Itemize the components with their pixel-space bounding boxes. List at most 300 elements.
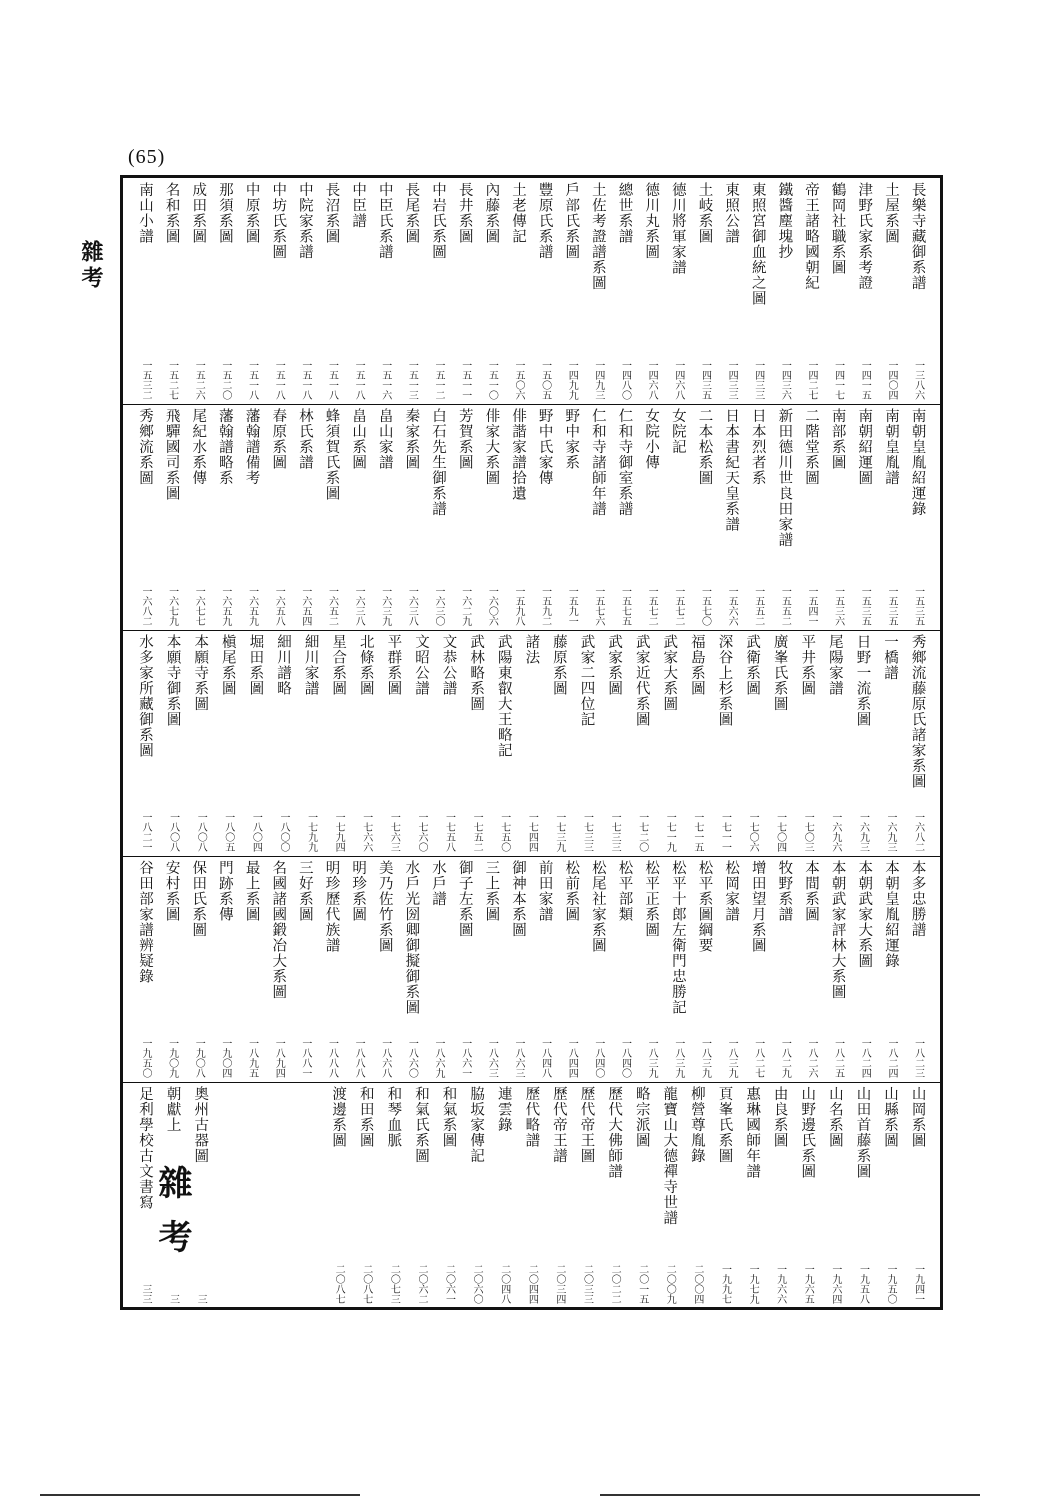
index-entry: [426, 408, 450, 626]
index-entry: [685, 634, 709, 852]
entry-page-number: 一六五八: [273, 586, 285, 626]
entry-title: 水戶譜: [430, 860, 447, 907]
entry-page-number: 一八三九: [699, 1038, 711, 1078]
entry-title: 藩翰譜略系: [216, 408, 233, 486]
entry-title: 仁和寺御室系譜: [616, 408, 633, 517]
index-entry: [160, 182, 184, 400]
entry-page-number: 一八三九: [672, 1038, 684, 1078]
entry-page-number: 一五五二: [752, 586, 764, 626]
entry-page-number: 一四二七: [806, 360, 818, 400]
index-entry: [826, 408, 850, 626]
entry-title: 土屋系圖: [882, 182, 899, 244]
entry-page-number: 一五一二: [433, 360, 445, 400]
entry-page-number: 一八二六: [806, 1038, 818, 1078]
index-entry: [240, 408, 264, 626]
index-entry: [266, 860, 290, 1078]
entry-page-number: 一五一六: [379, 360, 391, 400]
index-entry: [426, 182, 450, 400]
index-entry: [464, 634, 488, 852]
index-entry: [266, 182, 290, 400]
entry-page-number: 一五三六: [832, 586, 844, 626]
entry-page-number: 二〇七三: [388, 1264, 400, 1304]
entry-title: 本願寺系圖: [192, 634, 209, 712]
index-entry: [692, 408, 716, 626]
entry-page-number: 二〇〇四: [691, 1264, 703, 1304]
index-entry: [319, 182, 343, 400]
entry-page-number: 一九五〇: [885, 1264, 897, 1304]
index-entry: [586, 182, 610, 400]
index-entry: [795, 634, 819, 852]
entry-title: 谷田部家譜辨疑錄: [137, 860, 153, 984]
index-entry: [186, 408, 210, 626]
entry-page-number: 一五〇六: [512, 360, 524, 400]
index-entry: [293, 408, 317, 626]
entry-page-number: 一八二四: [859, 1038, 871, 1078]
row-divider: [123, 404, 940, 405]
entry-page-number: 一七一五: [691, 812, 703, 852]
entry-title: 由良系圖: [771, 1086, 788, 1148]
index-entry: [437, 634, 461, 852]
entry-page-number: 一九四一: [912, 1264, 924, 1304]
entry-title: 土佐考證譜系圖: [589, 182, 606, 291]
index-entry: [346, 860, 370, 1078]
entry-title: 東照公譜: [723, 182, 740, 244]
entry-title: 南山小譜: [137, 182, 153, 244]
index-entry: [692, 182, 716, 400]
entry-title: 俳諧家譜拾遺: [509, 408, 526, 501]
entry-page-number: 一五九一: [566, 586, 578, 626]
index-entry: [666, 182, 690, 400]
index-entry: [719, 182, 743, 400]
entry-title: 一橋譜: [882, 634, 899, 681]
entry-title: 中坊氏系圖: [270, 182, 287, 260]
entry-title: 南部系圖: [829, 408, 846, 470]
index-entry: [852, 860, 876, 1078]
entry-title: 德川丸系圖: [643, 182, 660, 260]
index-entry: [879, 182, 903, 400]
section-heading: 雜考: [152, 1165, 192, 1273]
index-entry: [453, 860, 477, 1078]
entry-page-number: 一八〇八: [195, 812, 207, 852]
index-entry: [602, 634, 626, 852]
index-entry: [354, 1086, 378, 1304]
entry-title: 門跡系傳: [216, 860, 233, 922]
index-entry: [547, 1086, 571, 1304]
index-entry: [586, 408, 610, 626]
entry-page-number: 一四九九: [566, 360, 578, 400]
entry-title: 三上系圖: [483, 860, 500, 922]
entry-page-number: 一八〇〇: [277, 812, 289, 852]
entry-page-number: 二〇一五: [636, 1264, 648, 1304]
index-entry: [240, 860, 264, 1078]
entry-page-number: 一八六一: [459, 1038, 471, 1078]
row-divider: [123, 630, 940, 631]
entry-title: 三好系圖: [296, 860, 313, 922]
entry-title: 武家大系圖: [661, 634, 678, 712]
entry-title: 和田系圖: [357, 1086, 374, 1148]
entry-title: 白石先生御系譜: [430, 408, 447, 517]
entry-page-number: 一八六〇: [406, 1038, 418, 1078]
entry-page-number: 一五一三: [406, 360, 418, 400]
index-row-4: [123, 860, 940, 1078]
entry-title: 野中氏家傳: [536, 408, 553, 486]
index-entry: [666, 860, 690, 1078]
entry-title: 新田德川世良田家譜: [776, 408, 793, 548]
entry-page-number: 一七三三: [609, 812, 621, 852]
entry-title: 名和系圖: [163, 182, 180, 244]
entry-title: 武陽東叡大王略記: [495, 634, 512, 758]
entry-page-number: 一四六八: [672, 360, 684, 400]
index-row-1: [123, 182, 940, 400]
entry-title: 增田望月系圖: [749, 860, 766, 953]
index-entry: [826, 860, 850, 1078]
index-entry: [639, 860, 663, 1078]
index-entry: [161, 634, 185, 852]
entry-page-number: 一八六三: [512, 1038, 524, 1078]
entry-title: 飛驒國司系圖: [163, 408, 180, 501]
entry-title: 東照宮御血統之圖: [749, 182, 766, 306]
entry-title: 和琴血脈: [385, 1086, 402, 1148]
entry-title: 俳家大系圖: [483, 408, 500, 486]
entry-page-number: 一五一八: [326, 360, 338, 400]
index-entry: [409, 634, 433, 852]
entry-title: 安村系圖: [163, 860, 180, 922]
index-entry: [271, 1086, 295, 1304]
index-entry: [746, 408, 770, 626]
entry-title: 中臣譜: [350, 182, 367, 229]
index-entry: [373, 860, 397, 1078]
index-entry: [639, 182, 663, 400]
entry-title: 武家二四位記: [578, 634, 595, 727]
entry-title: 惠琳國師年譜: [744, 1086, 761, 1179]
entry-title: 歷代略譜: [523, 1086, 540, 1148]
entry-page-number: 一八四〇: [619, 1038, 631, 1078]
entry-title: 頁峯氏系圖: [716, 1086, 733, 1164]
entry-title: 本朝武家評林大系圖: [829, 860, 846, 1000]
index-entry: [906, 182, 930, 400]
entry-page-number: 一五二六: [193, 360, 205, 400]
index-entry: [354, 634, 378, 852]
entry-title: 津野氏家系考證: [856, 182, 873, 291]
entry-title: 堀田系圖: [247, 634, 264, 696]
index-entry: [133, 408, 157, 626]
index-entry: [906, 860, 930, 1078]
index-entry: [719, 860, 743, 1078]
index-entry: [519, 1086, 543, 1304]
index-entry: [772, 860, 796, 1078]
entry-page-number: 一八九四: [273, 1038, 285, 1078]
entry-page-number: 一八二五: [832, 1038, 844, 1078]
entry-title: 豐原氏系譜: [536, 182, 553, 260]
entry-page-number: 一五一八: [299, 360, 311, 400]
entry-title: 德川將軍家譜: [669, 182, 686, 275]
entry-title: 松岡家譜: [723, 860, 740, 922]
entry-page-number: 一五九二: [539, 586, 551, 626]
entry-page-number: 一九五〇: [140, 1038, 151, 1078]
entry-page-number: 一六九三: [857, 812, 869, 852]
entry-page-number: 一六五四: [299, 586, 311, 626]
index-entry: [326, 634, 350, 852]
index-table: [120, 175, 943, 1310]
entry-page-number: 二〇四八: [498, 1264, 510, 1304]
entry-title: 松平系圖綱要: [696, 860, 713, 953]
index-entry: [533, 408, 557, 626]
entry-title: 尾陽家譜: [826, 634, 843, 696]
index-entry: [453, 408, 477, 626]
entry-title: 深谷上杉系圖: [716, 634, 733, 727]
entry-title: 文恭公譜: [440, 634, 457, 696]
entry-page-number: 二〇四四: [526, 1264, 538, 1304]
entry-page-number: 一八二九: [779, 1038, 791, 1078]
entry-page-number: 一四六八: [646, 360, 658, 400]
entry-title: 蜂須賀氏系圖: [323, 408, 340, 501]
index-entry: [559, 860, 583, 1078]
entry-page-number: 一五七〇: [699, 586, 711, 626]
entry-title: 和氣系圖: [440, 1086, 457, 1148]
entry-title: 武林略系圖: [468, 634, 485, 712]
entry-title: 最上系圖: [243, 860, 260, 922]
entry-title: 歷代大佛師譜: [606, 1086, 623, 1179]
index-entry: [506, 860, 530, 1078]
entry-page-number: 一九〇九: [166, 1038, 178, 1078]
entry-title: 細川家譜: [302, 634, 319, 696]
entry-page-number: 二〇八七: [360, 1264, 372, 1304]
entry-title: 長沼系圖: [323, 182, 340, 244]
entry-title: 山縣系圖: [882, 1086, 899, 1148]
entry-title: 足利學校古文書寫: [137, 1086, 153, 1210]
entry-page-number: 一七五二: [471, 812, 483, 852]
entry-page-number: 三: [195, 1294, 207, 1304]
entry-title: 名國諸國鍛冶大系圖: [270, 860, 287, 1000]
entry-page-number: 一八八一: [299, 1038, 311, 1078]
index-entry: [243, 1086, 267, 1304]
entry-page-number: 一六〇六: [486, 586, 498, 626]
index-entry: [271, 634, 295, 852]
entry-page-number: 三三: [140, 1284, 151, 1304]
entry-page-number: 一七二〇: [636, 812, 648, 852]
entry-title: 平井系圖: [799, 634, 816, 696]
entry-page-number: 一八二七: [752, 1038, 764, 1078]
entry-page-number: 一七五〇: [498, 812, 510, 852]
entry-page-number: 一八四四: [566, 1038, 578, 1078]
index-entry: [216, 1086, 240, 1304]
entry-page-number: 一五三二: [140, 360, 151, 400]
index-entry: [630, 1086, 654, 1304]
entry-page-number: 一六三八: [353, 586, 365, 626]
entry-title: 本間系圖: [803, 860, 820, 922]
entry-title: 武家系圖: [606, 634, 623, 696]
entry-page-number: 一六九六: [829, 812, 841, 852]
index-entry: [319, 860, 343, 1078]
index-entry: [506, 182, 530, 400]
index-entry: [299, 1086, 323, 1304]
entry-page-number: 一六五二: [326, 586, 338, 626]
entry-title: 槇尾系圖: [219, 634, 236, 696]
index-entry: [575, 634, 599, 852]
entry-title: 歷代帝王譜: [550, 1086, 567, 1164]
entry-page-number: 一七九四: [333, 812, 345, 852]
entry-title: 渡邊系圖: [330, 1086, 347, 1148]
index-entry: [685, 1086, 709, 1304]
index-entry: [213, 182, 237, 400]
entry-page-number: 一六二九: [459, 586, 471, 626]
entry-title: 二本松系圖: [696, 408, 713, 486]
entry-title: 武家近代系圖: [633, 634, 650, 727]
entry-page-number: 一四九三: [592, 360, 604, 400]
index-entry: [293, 860, 317, 1078]
entry-page-number: 一六五九: [219, 586, 231, 626]
entry-title: 山田首藤系圖: [854, 1086, 871, 1179]
index-entry: [533, 182, 557, 400]
entry-page-number: 一八八八: [326, 1038, 338, 1078]
entry-title: 水多家所藏御系圖: [137, 634, 153, 758]
index-entry: [639, 408, 663, 626]
index-entry: [906, 634, 930, 852]
side-title: 雜考: [78, 240, 104, 292]
entry-page-number: 一三八六: [912, 360, 924, 400]
index-entry: [657, 1086, 681, 1304]
entry-title: 御子左系圖: [456, 860, 473, 938]
entry-page-number: 一四〇四: [885, 360, 897, 400]
entry-page-number: 一六三九: [379, 586, 391, 626]
entry-page-number: 一五五二: [779, 586, 791, 626]
entry-title: 林氏系譜: [296, 408, 313, 470]
index-entry: [630, 634, 654, 852]
index-entry: [186, 860, 210, 1078]
entry-page-number: 一八二四: [885, 1038, 897, 1078]
entry-page-number: 一七九九: [305, 812, 317, 852]
entry-page-number: 一五一八: [246, 360, 258, 400]
index-entry: [746, 860, 770, 1078]
index-entry: [299, 634, 323, 852]
entry-title: 秦家系圖: [403, 408, 420, 470]
index-entry: [519, 634, 543, 852]
entry-page-number: 一八八八: [353, 1038, 365, 1078]
entry-title: 尾紀水系傳: [190, 408, 207, 486]
index-entry: [399, 182, 423, 400]
index-entry: [243, 634, 267, 852]
entry-title: 戶部氏系圖: [563, 182, 580, 260]
index-entry: [613, 408, 637, 626]
index-entry: [850, 1086, 874, 1304]
entry-page-number: 二〇八七: [333, 1264, 345, 1304]
index-entry: [133, 860, 157, 1078]
entry-page-number: 一九九七: [719, 1264, 731, 1304]
index-entry: [613, 860, 637, 1078]
entry-title: 山名系圖: [826, 1086, 843, 1148]
entry-title: 秀鄉流系圖: [137, 408, 153, 486]
entry-page-number: 一五三五: [885, 586, 897, 626]
entry-title: 保田氏系圖: [190, 860, 207, 938]
entry-title: 藩翰譜備考: [243, 408, 260, 486]
index-entry: [373, 408, 397, 626]
entry-page-number: 一七一一: [719, 812, 731, 852]
index-entry: [772, 182, 796, 400]
index-entry: [712, 1086, 736, 1304]
index-entry: [160, 860, 184, 1078]
entry-title: 山岡系圖: [909, 1086, 926, 1148]
entry-title: 武衛系圖: [744, 634, 761, 696]
entry-page-number: 一七〇四: [774, 812, 786, 852]
index-entry: [799, 182, 823, 400]
index-entry: [613, 182, 637, 400]
index-entry: [823, 1086, 847, 1304]
index-entry: [479, 182, 503, 400]
entry-page-number: 一八六八: [379, 1038, 391, 1078]
entry-title: 畠山家譜: [376, 408, 393, 470]
index-entry: [492, 634, 516, 852]
entry-title: 細川譜略: [274, 634, 291, 696]
index-entry: [740, 634, 764, 852]
entry-title: 長尾系圖: [403, 182, 420, 244]
index-entry: [799, 408, 823, 626]
entry-page-number: 一七一九: [664, 812, 676, 852]
entry-title: 中院家系譜: [296, 182, 313, 260]
entry-page-number: 一四三五: [699, 360, 711, 400]
index-entry: [559, 182, 583, 400]
index-entry: [464, 1086, 488, 1304]
entry-page-number: 一七三三: [581, 812, 593, 852]
entry-title: 松平十郎左衛門忠勝記: [669, 860, 686, 1015]
entry-page-number: 一六七九: [166, 586, 178, 626]
index-entry: [186, 182, 210, 400]
entry-page-number: 一四一七: [832, 360, 844, 400]
entry-title: 福島系圖: [688, 634, 705, 696]
index-entry: [586, 860, 610, 1078]
entry-page-number: 二〇〇九: [664, 1264, 676, 1304]
entry-title: 那須系圖: [216, 182, 233, 244]
entry-page-number: 一九〇八: [193, 1038, 205, 1078]
index-entry: [319, 408, 343, 626]
index-entry: [657, 634, 681, 852]
entry-title: 南朝皇胤譜: [882, 408, 899, 486]
index-entry: [547, 634, 571, 852]
entry-page-number: 一五七六: [592, 586, 604, 626]
entry-title: 松尾社家系圖: [589, 860, 606, 953]
entry-title: 內藤系圖: [483, 182, 500, 244]
entry-title: 星合系圖: [330, 634, 347, 696]
entry-title: 日野一流系圖: [854, 634, 871, 727]
index-entry: [381, 1086, 405, 1304]
entry-page-number: 三: [167, 1294, 179, 1304]
entry-title: 本朝皇胤紹運錄: [882, 860, 899, 969]
entry-page-number: 一六三八: [406, 586, 418, 626]
entry-page-number: 一八〇五: [222, 812, 234, 852]
index-entry: [795, 1086, 819, 1304]
entry-title: 和氣氏系圖: [412, 1086, 429, 1164]
index-entry: [799, 860, 823, 1078]
entry-title: 龍寶山大德禪寺世譜: [661, 1086, 678, 1226]
entry-page-number: 一五〇五: [539, 360, 551, 400]
entry-title: 中原系圖: [243, 182, 260, 244]
index-entry: [373, 182, 397, 400]
entry-title: 畠山系圖: [350, 408, 367, 470]
index-entry: [426, 860, 450, 1078]
index-entry: [266, 408, 290, 626]
index-entry: [768, 634, 792, 852]
entry-page-number: 二〇六二: [415, 1264, 427, 1304]
entry-title: 中臣氏系譜: [376, 182, 393, 260]
entry-title: 松前系圖: [563, 860, 580, 922]
entry-title: 柳營尊胤錄: [688, 1086, 705, 1164]
entry-title: 松平部類: [616, 860, 633, 922]
index-entry: [216, 634, 240, 852]
entry-page-number: 一四三六: [779, 360, 791, 400]
index-entry: [666, 408, 690, 626]
entry-page-number: 二〇三四: [553, 1264, 565, 1304]
index-entry: [692, 860, 716, 1078]
index-entry: [188, 634, 212, 852]
